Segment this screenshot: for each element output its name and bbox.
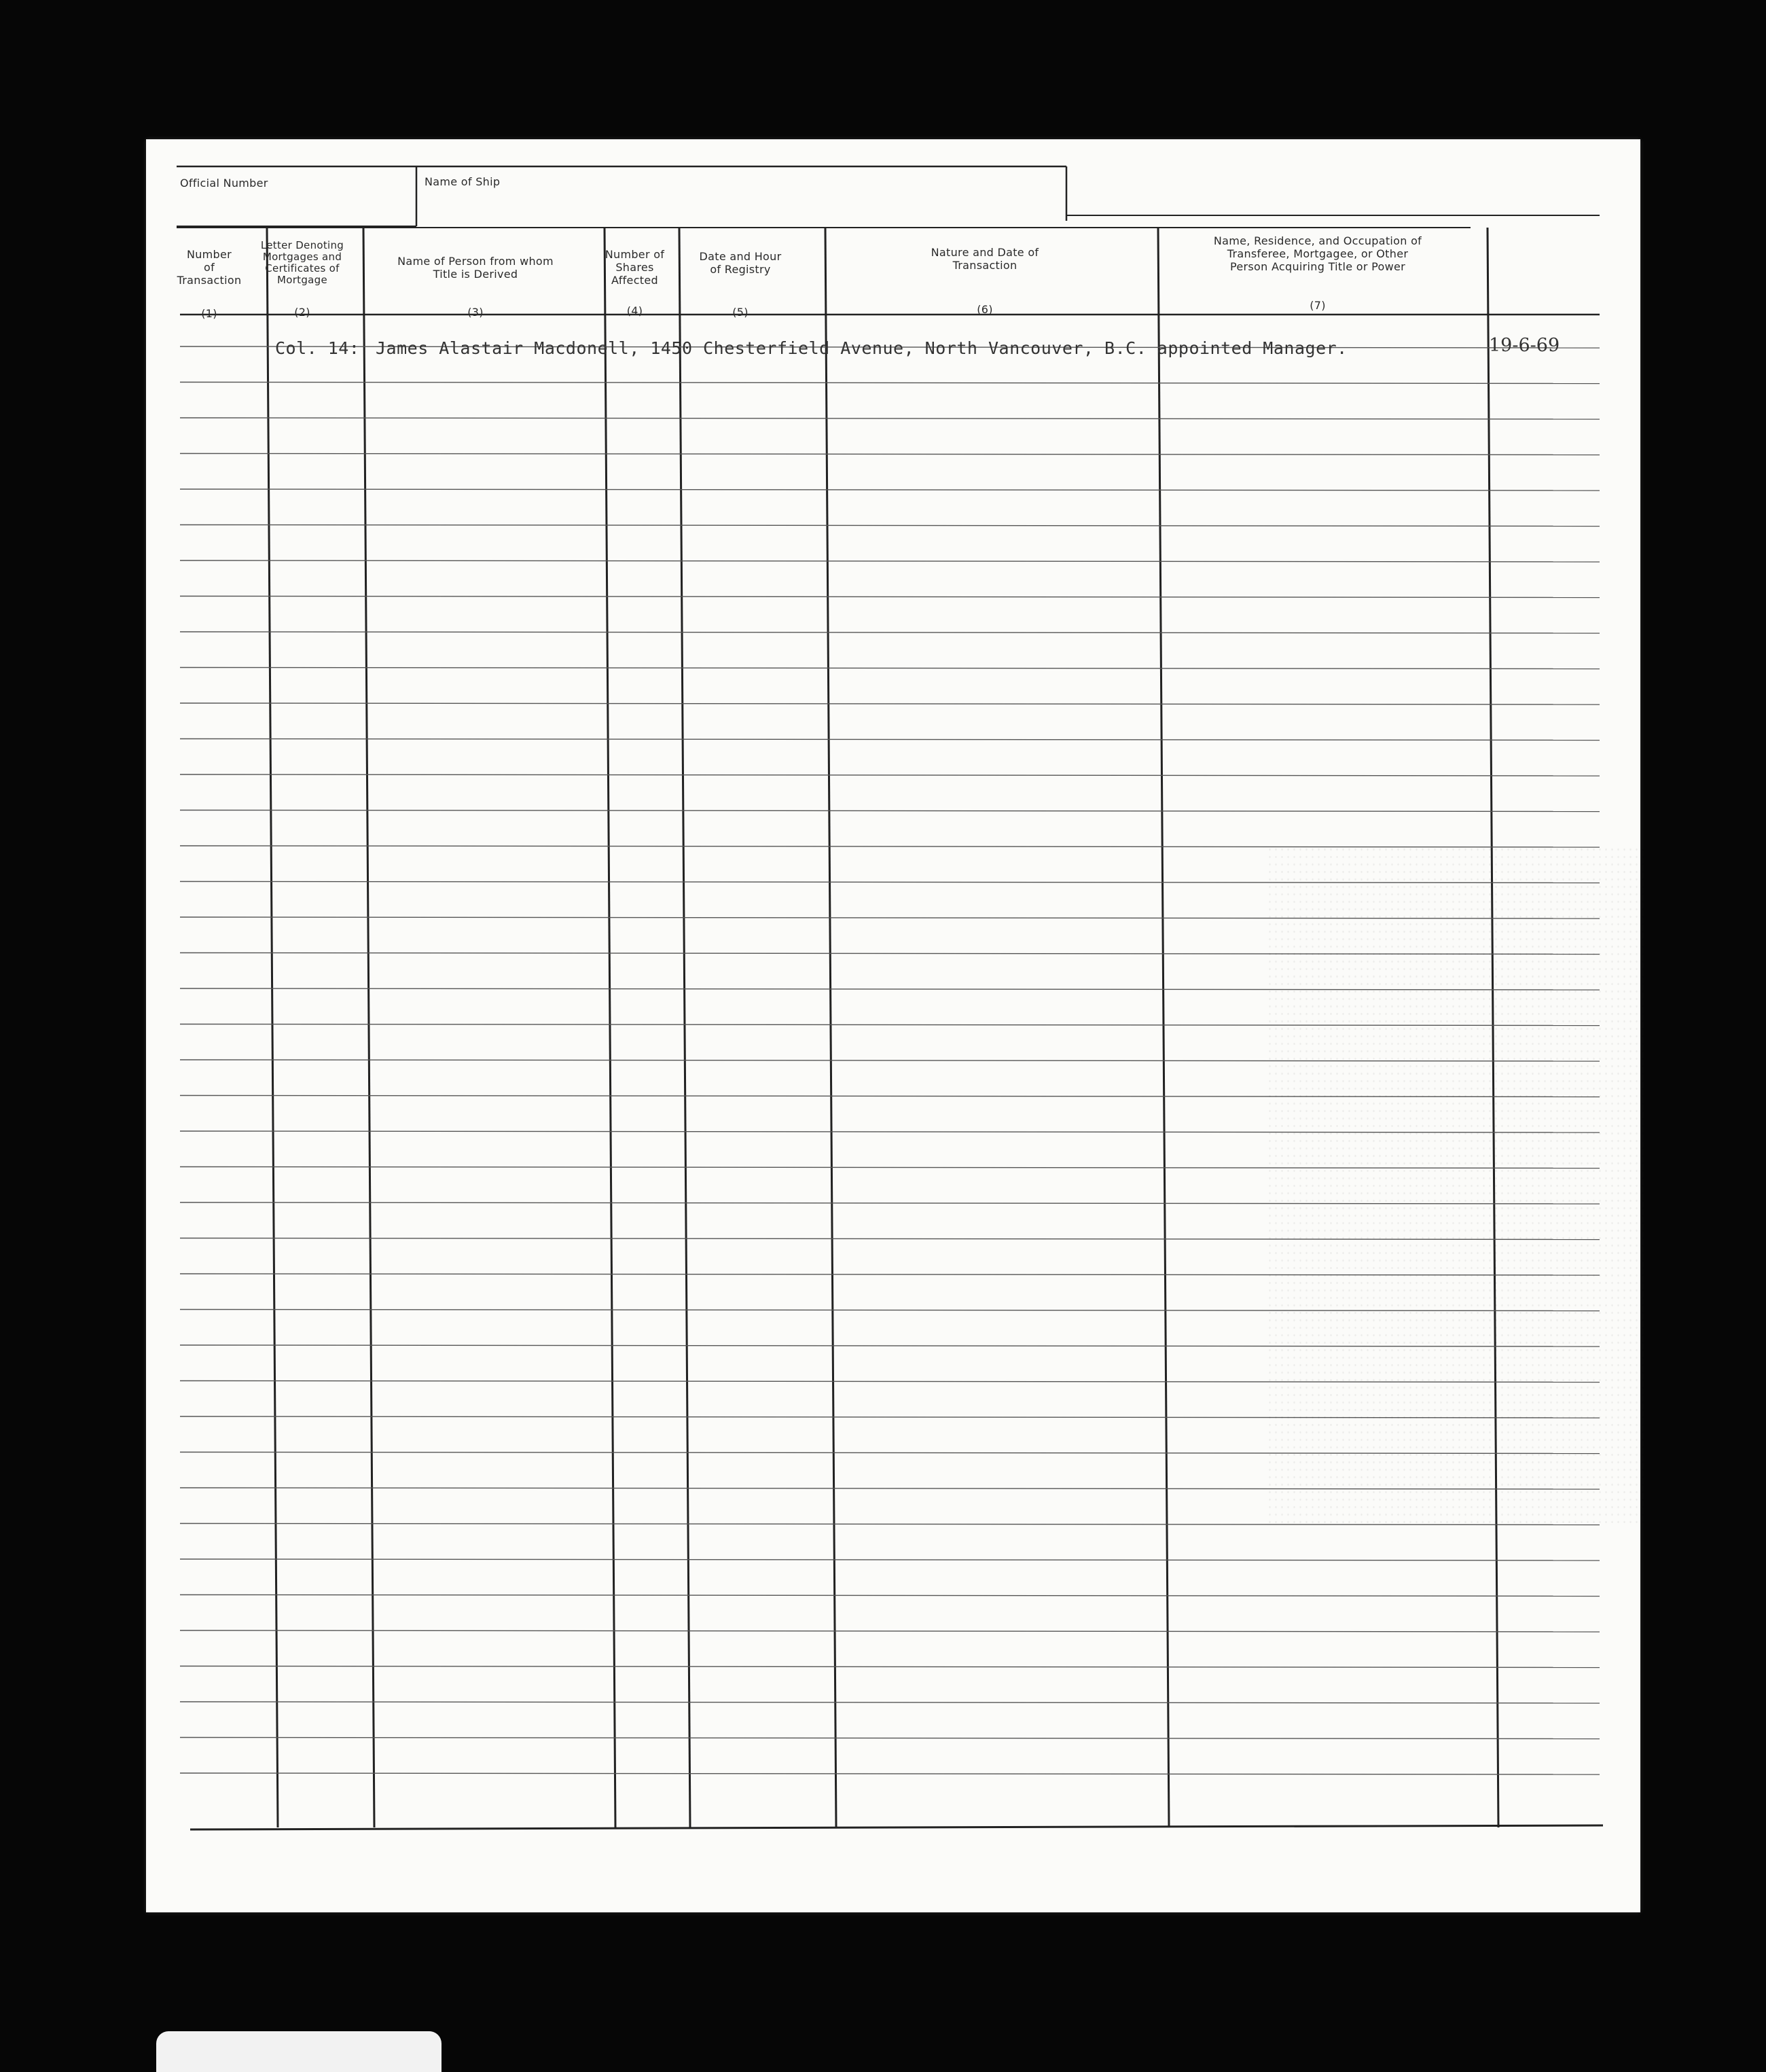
entry-date: 19-6-69	[1489, 335, 1560, 356]
col3-number: (3)	[467, 306, 484, 319]
entry-rule-line	[180, 1595, 1600, 1596]
col2-number: (2)	[294, 306, 310, 319]
entry-rule-line	[180, 1630, 1600, 1632]
col3-right-rule	[605, 228, 615, 1827]
col1-right-rule	[267, 228, 278, 1827]
entry-rule-line	[180, 739, 1600, 740]
col5-right-rule	[825, 228, 836, 1827]
col5-number: (5)	[732, 306, 749, 319]
entry-col-reference: Col. 14:	[275, 338, 360, 358]
col4-number: (4)	[626, 304, 643, 317]
entry-rule-line	[180, 489, 1600, 490]
entry-rule-line	[180, 810, 1600, 812]
entry-rule-line	[180, 1559, 1600, 1560]
col4-right-rule	[679, 228, 690, 1827]
paper-edge-tab	[156, 2031, 442, 2072]
col6-header: Nature and Date of Transaction	[931, 246, 1039, 272]
col1-number: (1)	[201, 307, 217, 320]
entry-rule-line	[180, 560, 1600, 562]
entry-rule-line	[180, 418, 1600, 419]
official-number-label: Official Number	[180, 177, 268, 190]
entry-rule-line	[180, 454, 1600, 455]
entry-rule-line	[180, 774, 1600, 776]
entry-rule-line	[180, 703, 1600, 704]
col6-right-rule	[1158, 228, 1169, 1827]
col2-header: Letter Denoting Mortgages and Certificates of Mortgage	[260, 239, 344, 286]
entry-rule-line	[180, 668, 1600, 669]
page-bottom-rule	[190, 1825, 1603, 1829]
col1-header: Number of Transaction	[177, 248, 242, 287]
entry-rule-line	[180, 382, 1600, 384]
col7-number: (7)	[1310, 299, 1326, 312]
col3-header: Name of Person from whom Title is Derived	[397, 255, 554, 281]
paper-speckles	[1267, 846, 1647, 1525]
register-page	[146, 139, 1640, 1912]
col6-number: (6)	[977, 303, 993, 316]
entry-rule-line	[180, 1702, 1600, 1703]
entry-rule-line	[180, 525, 1600, 526]
col4-header: Number of Shares Affected	[605, 248, 665, 287]
col2-right-rule	[363, 228, 374, 1827]
entry-rule-line	[180, 1773, 1600, 1774]
entry-rule-line	[180, 1738, 1600, 1739]
col7-header: Name, Residence, and Occupation of Transferee, Mortgagee, or Other Person Acquiring Title or Power	[1213, 234, 1422, 273]
entry-rule-line	[180, 1666, 1600, 1668]
col5-header: Date and Hour of Registry	[699, 250, 782, 276]
entry-rule-line	[180, 632, 1600, 633]
name-of-ship-label: Name of Ship	[425, 175, 501, 188]
entry-rule-line	[180, 596, 1600, 598]
entry-text: James Alastair Macdonell, 1450 Chesterfield Avenue, North Vancouver, B.C. appointed Manager.	[376, 338, 1348, 358]
